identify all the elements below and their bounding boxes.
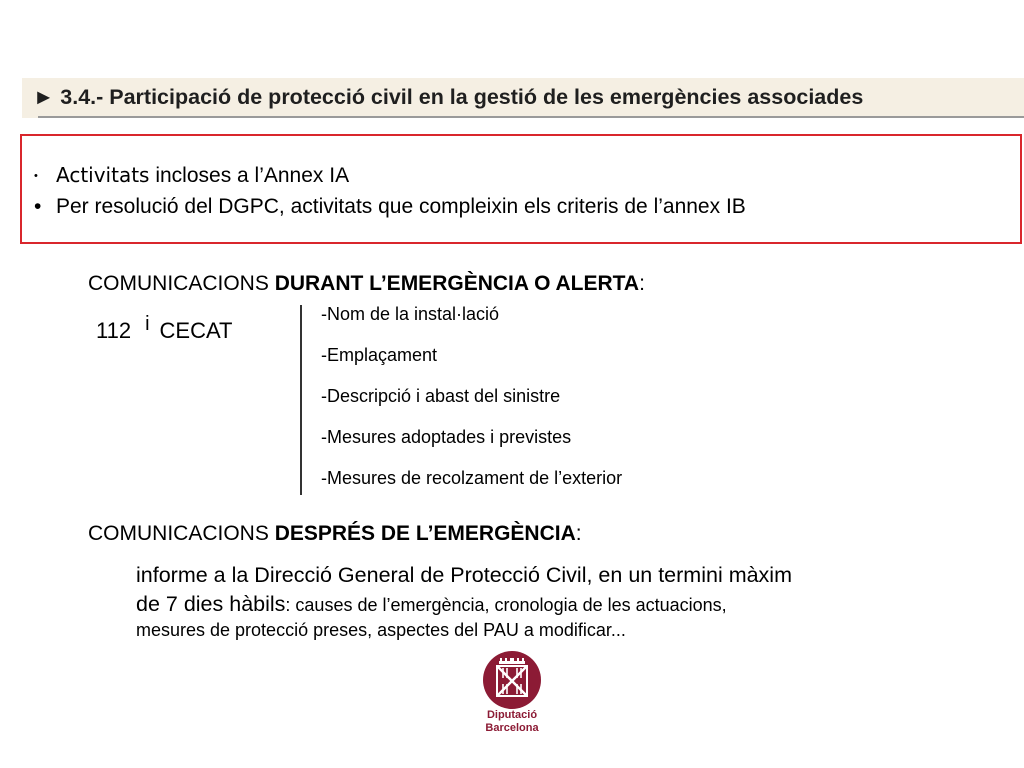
after-heading-prefix: COMUNICACIONS [88, 522, 275, 545]
diputacio-logo-icon [482, 650, 542, 710]
after-heading-bold: DESPRÉS DE L’EMERGÈNCIA [274, 522, 576, 545]
after-line-2 [136, 592, 956, 617]
list-item: -Mesures de recolzament de l’exterior [321, 468, 623, 488]
list-item: -Mesures adoptades i previstes [321, 427, 572, 447]
scope-bullet-1 [34, 163, 349, 188]
after-line-1: informe a la Direcció General de Protecció Civil, en un termini màxim [136, 563, 792, 587]
list-item: -Descripció i abast del sinistre [321, 386, 561, 406]
page-title [33, 85, 863, 110]
during-heading [88, 272, 645, 296]
scope-box [20, 134, 1022, 244]
after-line-3: mesures de protecció preses, aspectes del PAU a modificar... [136, 620, 626, 640]
after-heading [88, 522, 582, 546]
title-divider [38, 116, 1024, 118]
list-item: -Emplaçament [321, 345, 438, 365]
bullet-icon: • [34, 195, 42, 218]
after-line-2-deadline: de 7 dies hàbils [136, 592, 286, 616]
list-item: -Nom de la instal·lació [321, 304, 500, 324]
bracket-line [300, 305, 302, 495]
during-heading-prefix: COMUNICACIONS [88, 272, 275, 295]
scope-bullet-1-lead: Activitats [56, 163, 150, 187]
scope-bullet-2 [34, 195, 746, 219]
recipients [96, 313, 233, 344]
scope-bullet-1-text: incloses a l’Annex IA [149, 164, 350, 187]
logo-line-1: Diputació [486, 709, 538, 721]
after-paragraph [136, 563, 956, 641]
scope-bullet-2-text: Per resolució del DGPC, activitats que compleixin els criteris de l’annex IB [56, 195, 746, 218]
after-line-2-detail: : causes de l’emergència, cronologia de les actuacions, [285, 595, 727, 615]
after-heading-suffix: : [575, 522, 582, 545]
recipient-cecat: CECAT [159, 318, 233, 343]
logo-wordmark [472, 709, 552, 735]
during-heading-bold: DURANT L’EMERGÈNCIA O ALERTA [274, 272, 640, 295]
recipient-conjunction: i [145, 313, 150, 335]
arrow-icon: ► [33, 85, 55, 109]
info-list [321, 304, 622, 509]
title-label: 3.4.- Participació de protecció civil en la gestió de les emergències associades [60, 85, 864, 109]
during-heading-suffix: : [639, 272, 645, 295]
bullet-icon: • [34, 170, 38, 183]
recipient-112: 112 [96, 318, 132, 343]
logo-line-2: Barcelona [485, 722, 539, 734]
